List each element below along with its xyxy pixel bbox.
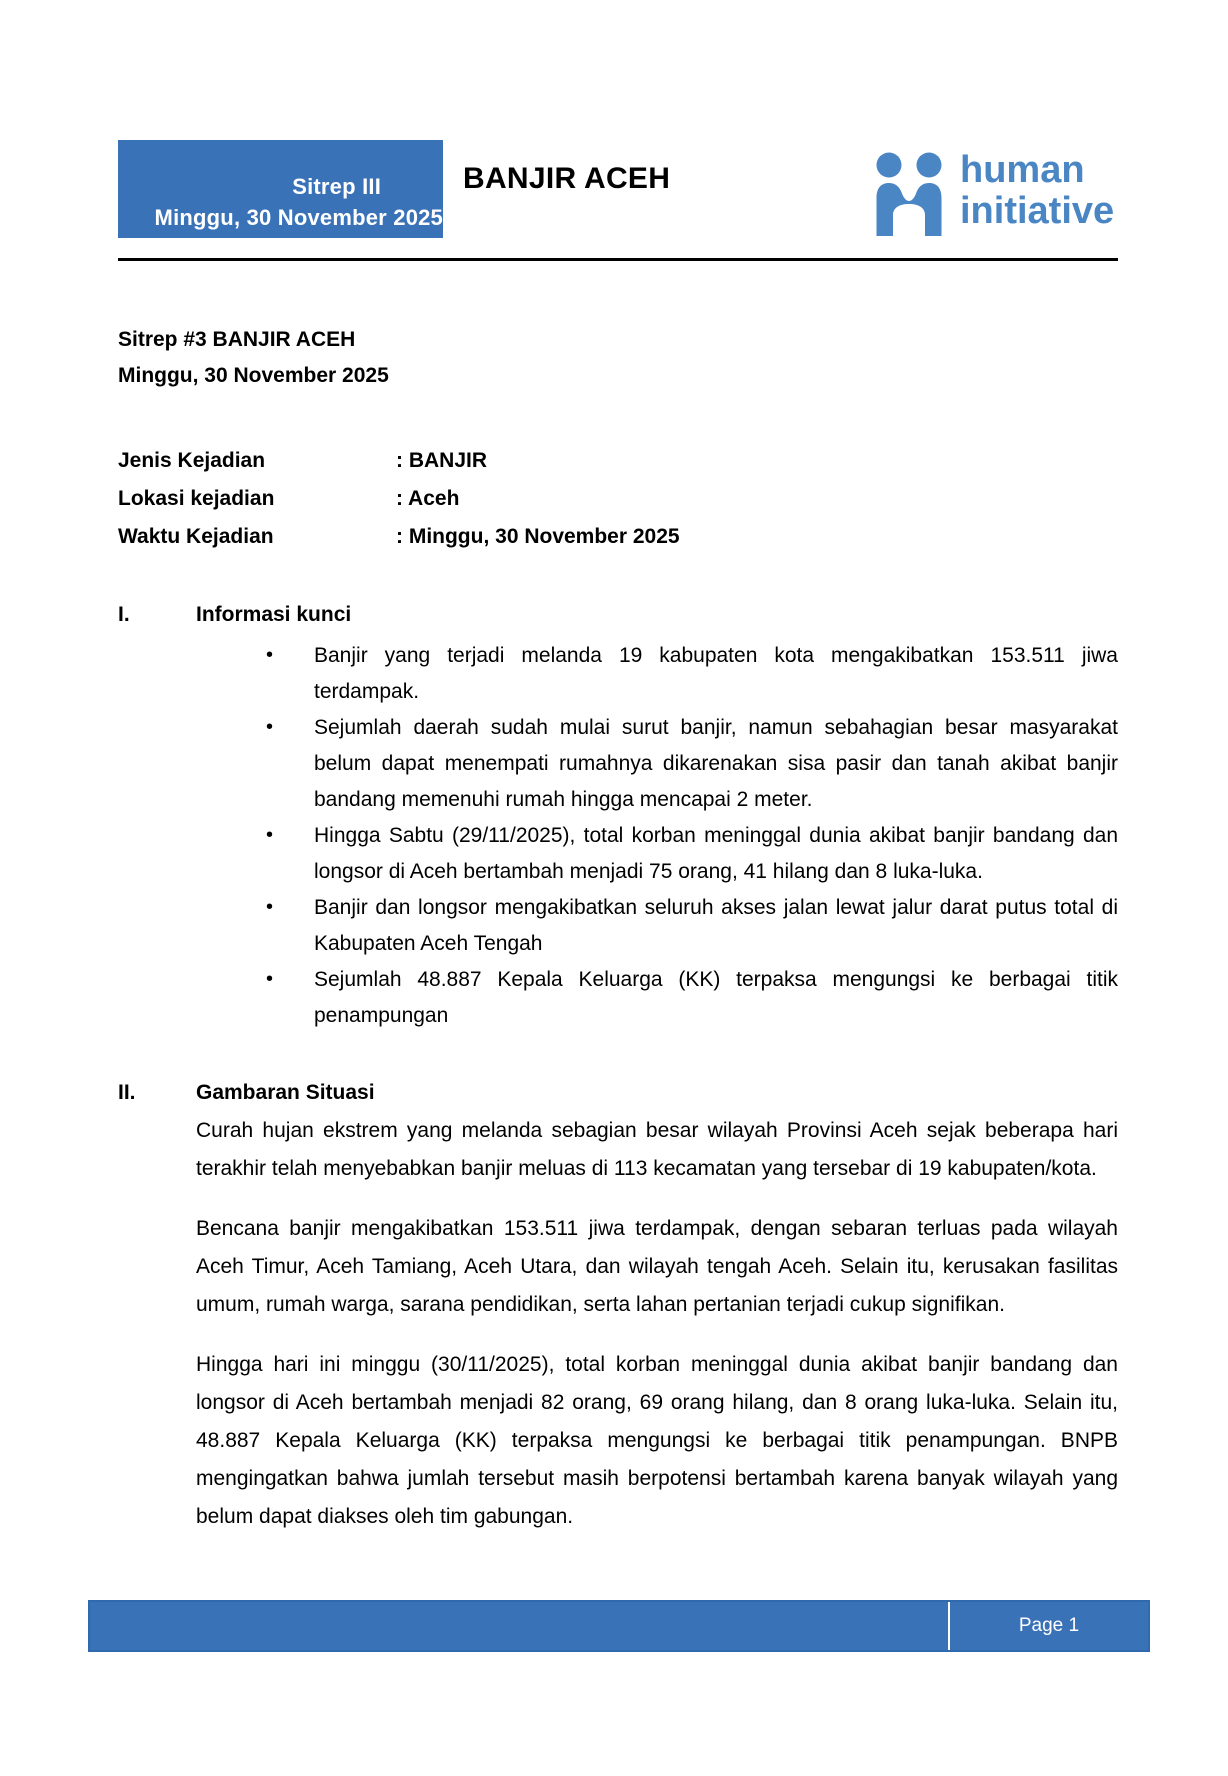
human-initiative-logo xyxy=(868,146,1118,238)
page-title: BANJIR ACEH xyxy=(463,162,671,195)
meta-value: : Minggu, 30 November 2025 xyxy=(396,525,680,548)
logo-line-1: human xyxy=(960,149,1085,191)
key-information-list xyxy=(118,638,1118,1034)
doc-heading-line-1: Sitrep #3 BANJIR ACEH xyxy=(118,328,356,351)
event-meta-table xyxy=(118,442,1118,556)
section-number: I. xyxy=(118,603,130,626)
section-title: Gambaran Situasi xyxy=(196,1081,375,1104)
list-item: • Banjir dan longsor mengakibatkan seluruh akses jalan lewat jalur darat putus total di Kabupaten Aceh Tengah xyxy=(314,890,1118,962)
meta-label: Jenis Kejadian xyxy=(118,449,266,472)
section-number: II. xyxy=(118,1081,136,1104)
paragraph: Bencana banjir mengakibatkan 153.511 jiwa terdampak, dengan sebaran terluas pada wilayah Aceh Timur, Aceh Tamiang, Aceh Utara, dan wilayah tengah Aceh. Selain itu, kerusakan fasilitas umum, rumah warga, sarana pendidikan, serta lahan pertanian terjadi cukup signifikan. xyxy=(196,1217,1118,1316)
logo-wordmark xyxy=(960,150,1114,232)
doc-heading-line-2: Minggu, 30 November 2025 xyxy=(118,364,389,387)
sitrep-label: Sitrep III xyxy=(292,174,381,199)
section-gambaran-situasi xyxy=(118,1074,1118,1536)
meta-value: : Aceh xyxy=(396,487,460,510)
section-title: Informasi kunci xyxy=(196,603,352,626)
paragraph: Hingga hari ini minggu (30/11/2025), total korban meninggal dunia akibat banjir bandang dan longsor di Aceh bertambah menjadi 82 orang, 69 orang hilang, dan 8 orang luka-luka. Selain itu, 48.887 Kepala Keluarga (KK) terpaksa mengungsi ke berbagai titik penampungan. BNPB mengingatkan bahwa jumlah tersebut masih berpotensi bertambah karena banyak wilayah yang belum dapat diakses oleh tim gabungan. xyxy=(196,1353,1118,1528)
list-item: • Banjir yang terjadi melanda 19 kabupaten kota mengakibatkan 153.511 jiwa terdampak. xyxy=(314,638,1118,710)
logo-line-2: initiative xyxy=(960,190,1115,232)
sitrep-badge xyxy=(118,140,443,238)
section-heading xyxy=(118,1074,1118,1112)
list-item: • Hingga Sabtu (29/11/2025), total korban meninggal dunia akibat banjir bandang dan longsor di Aceh bertambah menjadi 75 orang, 41 hilang dan 8 luka-luka. xyxy=(314,818,1118,890)
footer-bar xyxy=(90,1602,948,1650)
meta-value: : BANJIR xyxy=(396,449,488,472)
list-item: • Sejumlah daerah sudah mulai surut banjir, namun sebahagian besar masyarakat belum dapat menempati rumahnya dikarenakan sisa pasir dan tanah akibat banjir bandang memenuhi rumah hingga mencapai 2 meter. xyxy=(314,710,1118,818)
document-body xyxy=(118,322,1118,1557)
document-footer xyxy=(88,1600,1150,1652)
meta-row xyxy=(118,518,1118,556)
paragraph: Curah hujan ekstrem yang melanda sebagian besar wilayah Provinsi Aceh sejak beberapa hari terakhir telah menyebabkan banjir meluas di 113 kecamatan yang tersebar di 19 kabupaten/kota. xyxy=(196,1119,1118,1180)
meta-row xyxy=(118,480,1118,518)
list-item: • Sejumlah 48.887 Kepala Keluarga (KK) terpaksa mengungsi ke berbagai titik penampungan xyxy=(314,962,1118,1034)
section-heading xyxy=(118,596,1118,634)
document-header xyxy=(118,140,1118,252)
page-number: Page 1 xyxy=(948,1602,1148,1650)
section-informasi-kunci xyxy=(118,596,1118,1034)
meta-label: Waktu Kejadian xyxy=(118,525,274,548)
two-people-icon xyxy=(868,152,950,236)
header-divider xyxy=(118,258,1118,261)
sitrep-date: Minggu, 30 November 2025 xyxy=(154,205,443,230)
meta-row xyxy=(118,442,1118,480)
meta-label: Lokasi kejadian xyxy=(118,487,275,510)
